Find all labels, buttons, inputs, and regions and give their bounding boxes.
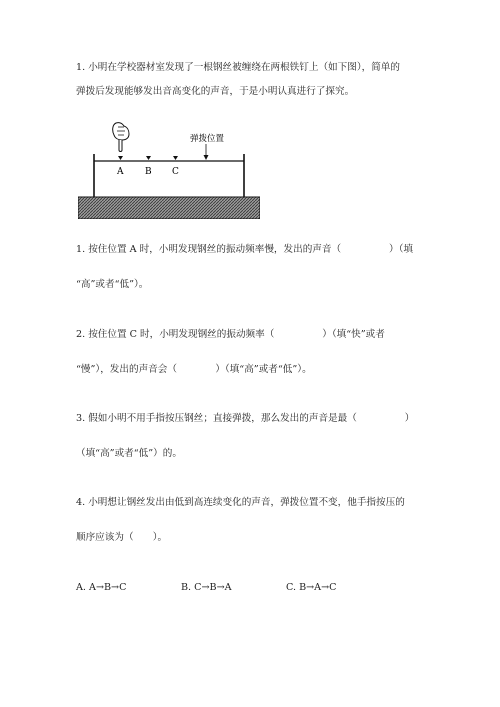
question-3-line-2: （填“高”或者“低”）的。 [76, 448, 182, 459]
point-label-a: A [117, 167, 124, 177]
option-c[interactable]: C. B→A→C [286, 582, 337, 593]
question-1-line-2: “高”或者“低”）。 [76, 279, 149, 290]
wooden-board [78, 197, 260, 219]
pluck-position-label: 弹拨位置 [190, 134, 225, 144]
marker-a [118, 156, 123, 160]
question-2-line-1: 2. 按住位置 C 时，小明发现钢丝的振动频率（ ）（填“快”或者 [76, 329, 385, 340]
point-label-b: B [145, 167, 152, 177]
question-4-line-1: 4. 小明想让钢丝发出由低到高连续变化的声音，弹拨位置不变，他手指按压的 [76, 497, 405, 508]
pointing-hand-icon [113, 123, 129, 152]
intro-line-1: 1. 小明在学校器材室发现了一根钢丝被缠绕在两根铁钉上（如下图），简单的 [76, 62, 400, 73]
question-2-line-2: “慢”），发出的声音会（ ）（填“高”或者“低”）。 [76, 364, 312, 375]
point-label-c: C [172, 167, 179, 177]
option-a[interactable]: A. A→B→C [76, 582, 127, 593]
pluck-arrow-head [204, 155, 209, 160]
marker-c [173, 156, 178, 160]
intro-line-2: 弹拨后发现能够发出音高变化的声音，于是小明认真进行了探究。 [76, 86, 355, 97]
question-3-line-1: 3. 假如小明不用手指按压钢丝；直接弹拨，那么发出的声音是最（ ） [76, 413, 415, 424]
wire-apparatus-figure [78, 117, 260, 219]
option-b[interactable]: B. C→B→A [181, 582, 232, 593]
marker-b [146, 156, 151, 160]
question-4-line-2: 顺序应该为（ ）。 [76, 532, 168, 543]
question-1-line-1: 1. 按住位置 A 时，小明发现钢丝的振动频率慢，发出的声音（ ）（填 [76, 244, 414, 255]
